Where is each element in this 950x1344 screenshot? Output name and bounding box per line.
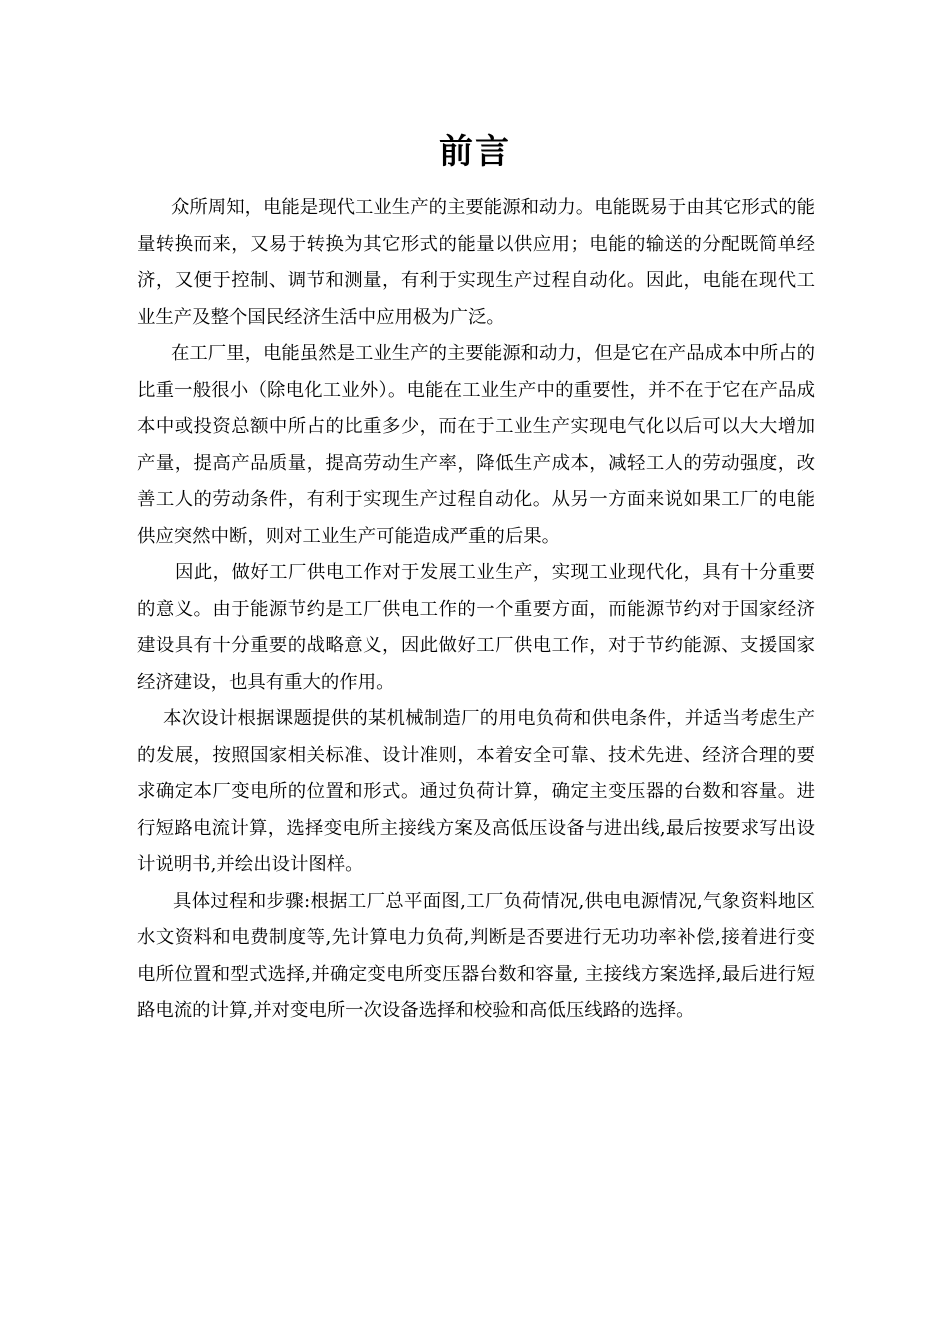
paragraph-5: 具体过程和步骤:根据工厂总平面图,工厂负荷情况,供电电源情况,气象资料地区水文资料和电费制度等,先计算电力负荷,判断是否要进行无功功率补偿,接着进行变电所位置和型式选择,并确定变电所变压器台数和容量, 主接线方案选择,最后进行短路电流的计算,并对变电所一次设备选择和校验和高低压线路的选择。 — [137, 890, 815, 1021]
paragraph-1: 众所周知，电能是现代工业生产的主要能源和动力。电能既易于由其它形式的能量转换而来，又易于转换为其它形式的能量以供应用；电能的输送的分配既简单经济，又便于控制、调节和测量，有利于实现生产过程自动化。因此，电能在现代工业生产及整个国民经济生活中应用极为广泛。 — [137, 197, 815, 328]
paragraph-4: 本次设计根据课题提供的某机械制造厂的用电负荷和供电条件，并适当考虑生产的发展，按照国家相关标准、设计准则，本着安全可靠、技术先进、经济合理的要求确定本厂变电所的位置和形式。通过负荷计算，确定主变压器的台数和容量。进行短路电流计算，选择变电所主接线方案及高低压设备与进出线,最后按要求写出设计说明书,并绘出设计图样。 — [137, 708, 815, 875]
paragraph-3: 因此，做好工厂供电工作对于发展工业生产，实现工业现代化，具有十分重要的意义。由于能源节约是工厂供电工作的一个重要方面，而能源节约对于国家经济建设具有十分重要的战略意义，因此做好工厂供电工作，对于节约能源、支援国家经济建设，也具有重大的作用。 — [137, 562, 815, 693]
page-title: 前言 — [439, 132, 511, 172]
paragraph-2: 在工厂里，电能虽然是工业生产的主要能源和动力，但是它在产品成本中所占的比重一般很小（除电化工业外）。电能在工业生产中的重要性，并不在于它在产品成本中或投资总额中所占的比重多少，而在于工业生产实现电气化以后可以大大增加产量，提高产品质量，提高劳动生产率，降低生产成本，减轻工人的劳动强度，改善工人的劳动条件，有利于实现生产过程自动化。从另一方面来说如果工厂的电能供应突然中断，则对工业生产可能造成严重的后果。 — [137, 343, 815, 547]
body-text — [137, 190, 815, 1030]
